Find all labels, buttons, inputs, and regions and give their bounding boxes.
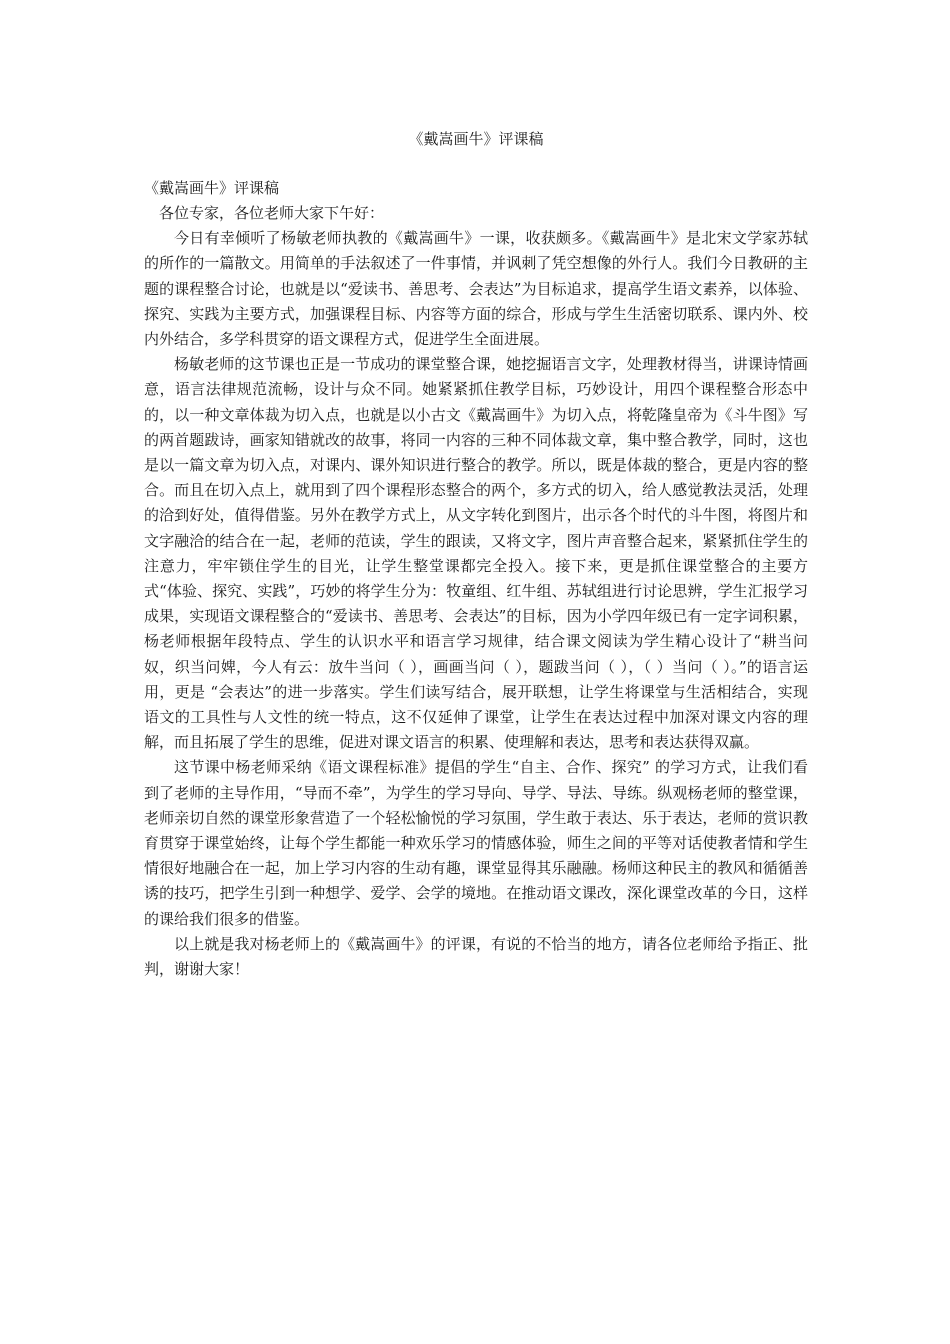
body-paragraph-1: 今日有幸倾听了杨敏老师执教的《戴嵩画牛》一课，收获颇多。《戴嵩画牛》是北宋文学家苏轼的所作的一篇散文。用简单的手法叙述了一件事情，并讽刺了凭空想像的外行人。我们今日教研的主题的课程整合讨论，也就是以“爱读书、善思考、会表达”为目标追求，提高学生语文素养，以体验、探究、实践为主要方式，加强课程目标、内容等方面的综合，形成与学生生活密切联系、课内外、校内外结合，多学科贯穿的语文课程方式，促进学生全面进展。 — [144, 229, 808, 349]
document-page — [144, 0, 808, 1344]
document-subtitle: 《戴嵩画牛》评课稿 — [144, 179, 280, 197]
document-title: 《戴嵩画牛》评课稿 — [408, 130, 544, 148]
document-body — [144, 176, 808, 982]
body-paragraph-4: 以上就是我对杨老师上的《戴嵩画牛》的评课，有说的不恰当的地方，请各位老师给予指正、批判，谢谢大家！ — [144, 934, 808, 979]
body-paragraph-2: 杨敏老师的这节课也正是一节成功的课堂整合课，她挖掘语言文字，处理教材得当，讲课诗情画意，语言法律规范流畅，设计与众不同。她紧紧抓住教学目标，巧妙设计，用四个课程整合形态中的，以一种文章体裁为切入点，也就是以小古文《戴嵩画牛》为切入点，将乾隆皇帝为《斗牛图》写的两首题跋诗，画家知错就改的故事，将同一内容的三种不同体裁文章，集中整合教学，同时，这也是以一篇文章为切入点，对课内、课外知识进行整合的教学。所以，既是体裁的整合，更是内容的整合。而且在切入点上，就用到了四个课程形态整合的两个，多方式的切入，给人感觉教法灵活，处理的洽到好处，值得借鉴。另外在教学方式上，从文字转化到图片，出示各个时代的斗牛图，将图片和文字融洽的结合在一起，老师的范读，学生的跟读，又将文字，图片声音整合起来，紧紧抓住学生的注意力，牢牢锁住学生的目光，让学生整堂课都完全投入。接下来，更是抓住课堂整合的主要方式“体验、探究、实践”，巧妙的将学生分为：牧童组、红牛组、苏轼组进行讨论思辨，学生汇报学习成果，实现语文课程整合的“爱读书、善思考、会表达”的目标，因为小学四年级已有一定字词积累，杨老师根据年段特点、学生的认识水平和语言学习规律，结合课文阅读为学生精心设计了“耕当问奴，织当问婢，今人有云：放牛当问（ ），画画当问（ ），题跋当问（ ），（ ）当问（ ）。”的语言运用，更是 “会表达”的进一步落实。学生们读写结合，展开联想，让学生将课堂与生活相结合，实现语文的工具性与人文性的统一特点，这不仅延伸了课堂，让学生在表达过程中加深对课文内容的理解，而且拓展了学生的思维，促进对课文语言的积累、使理解和表达，思考和表达获得双赢。 — [144, 355, 808, 752]
body-paragraph-3: 这节课中杨老师采纳《语文课程标准》提倡的学生“自主、合作、探究” 的学习方式，让我们看到了老师的主导作用，“导而不牵”，为学生的学习导向、导学、导法、导练。纵观杨老师的整堂课，老师亲切自然的课堂形象营造了一个轻松愉悦的学习氛围，学生敢于表达、乐于表达，老师的赏识教育贯穿于课堂始终，让每个学生都能一种欢乐学习的情感体验，师生之间的平等对话使教者情和学生情很好地融合在一起，加上学习内容的生动有趣，课堂显得其乐融融。杨师这种民主的教风和循循善诱的技巧，把学生引到一种想学、爱学、会学的境地。在推动语文课改，深化课堂改革的今日，这样的课给我们很多的借鉴。 — [144, 758, 808, 928]
greeting-paragraph: 各位专家，各位老师大家下午好： — [159, 204, 385, 222]
